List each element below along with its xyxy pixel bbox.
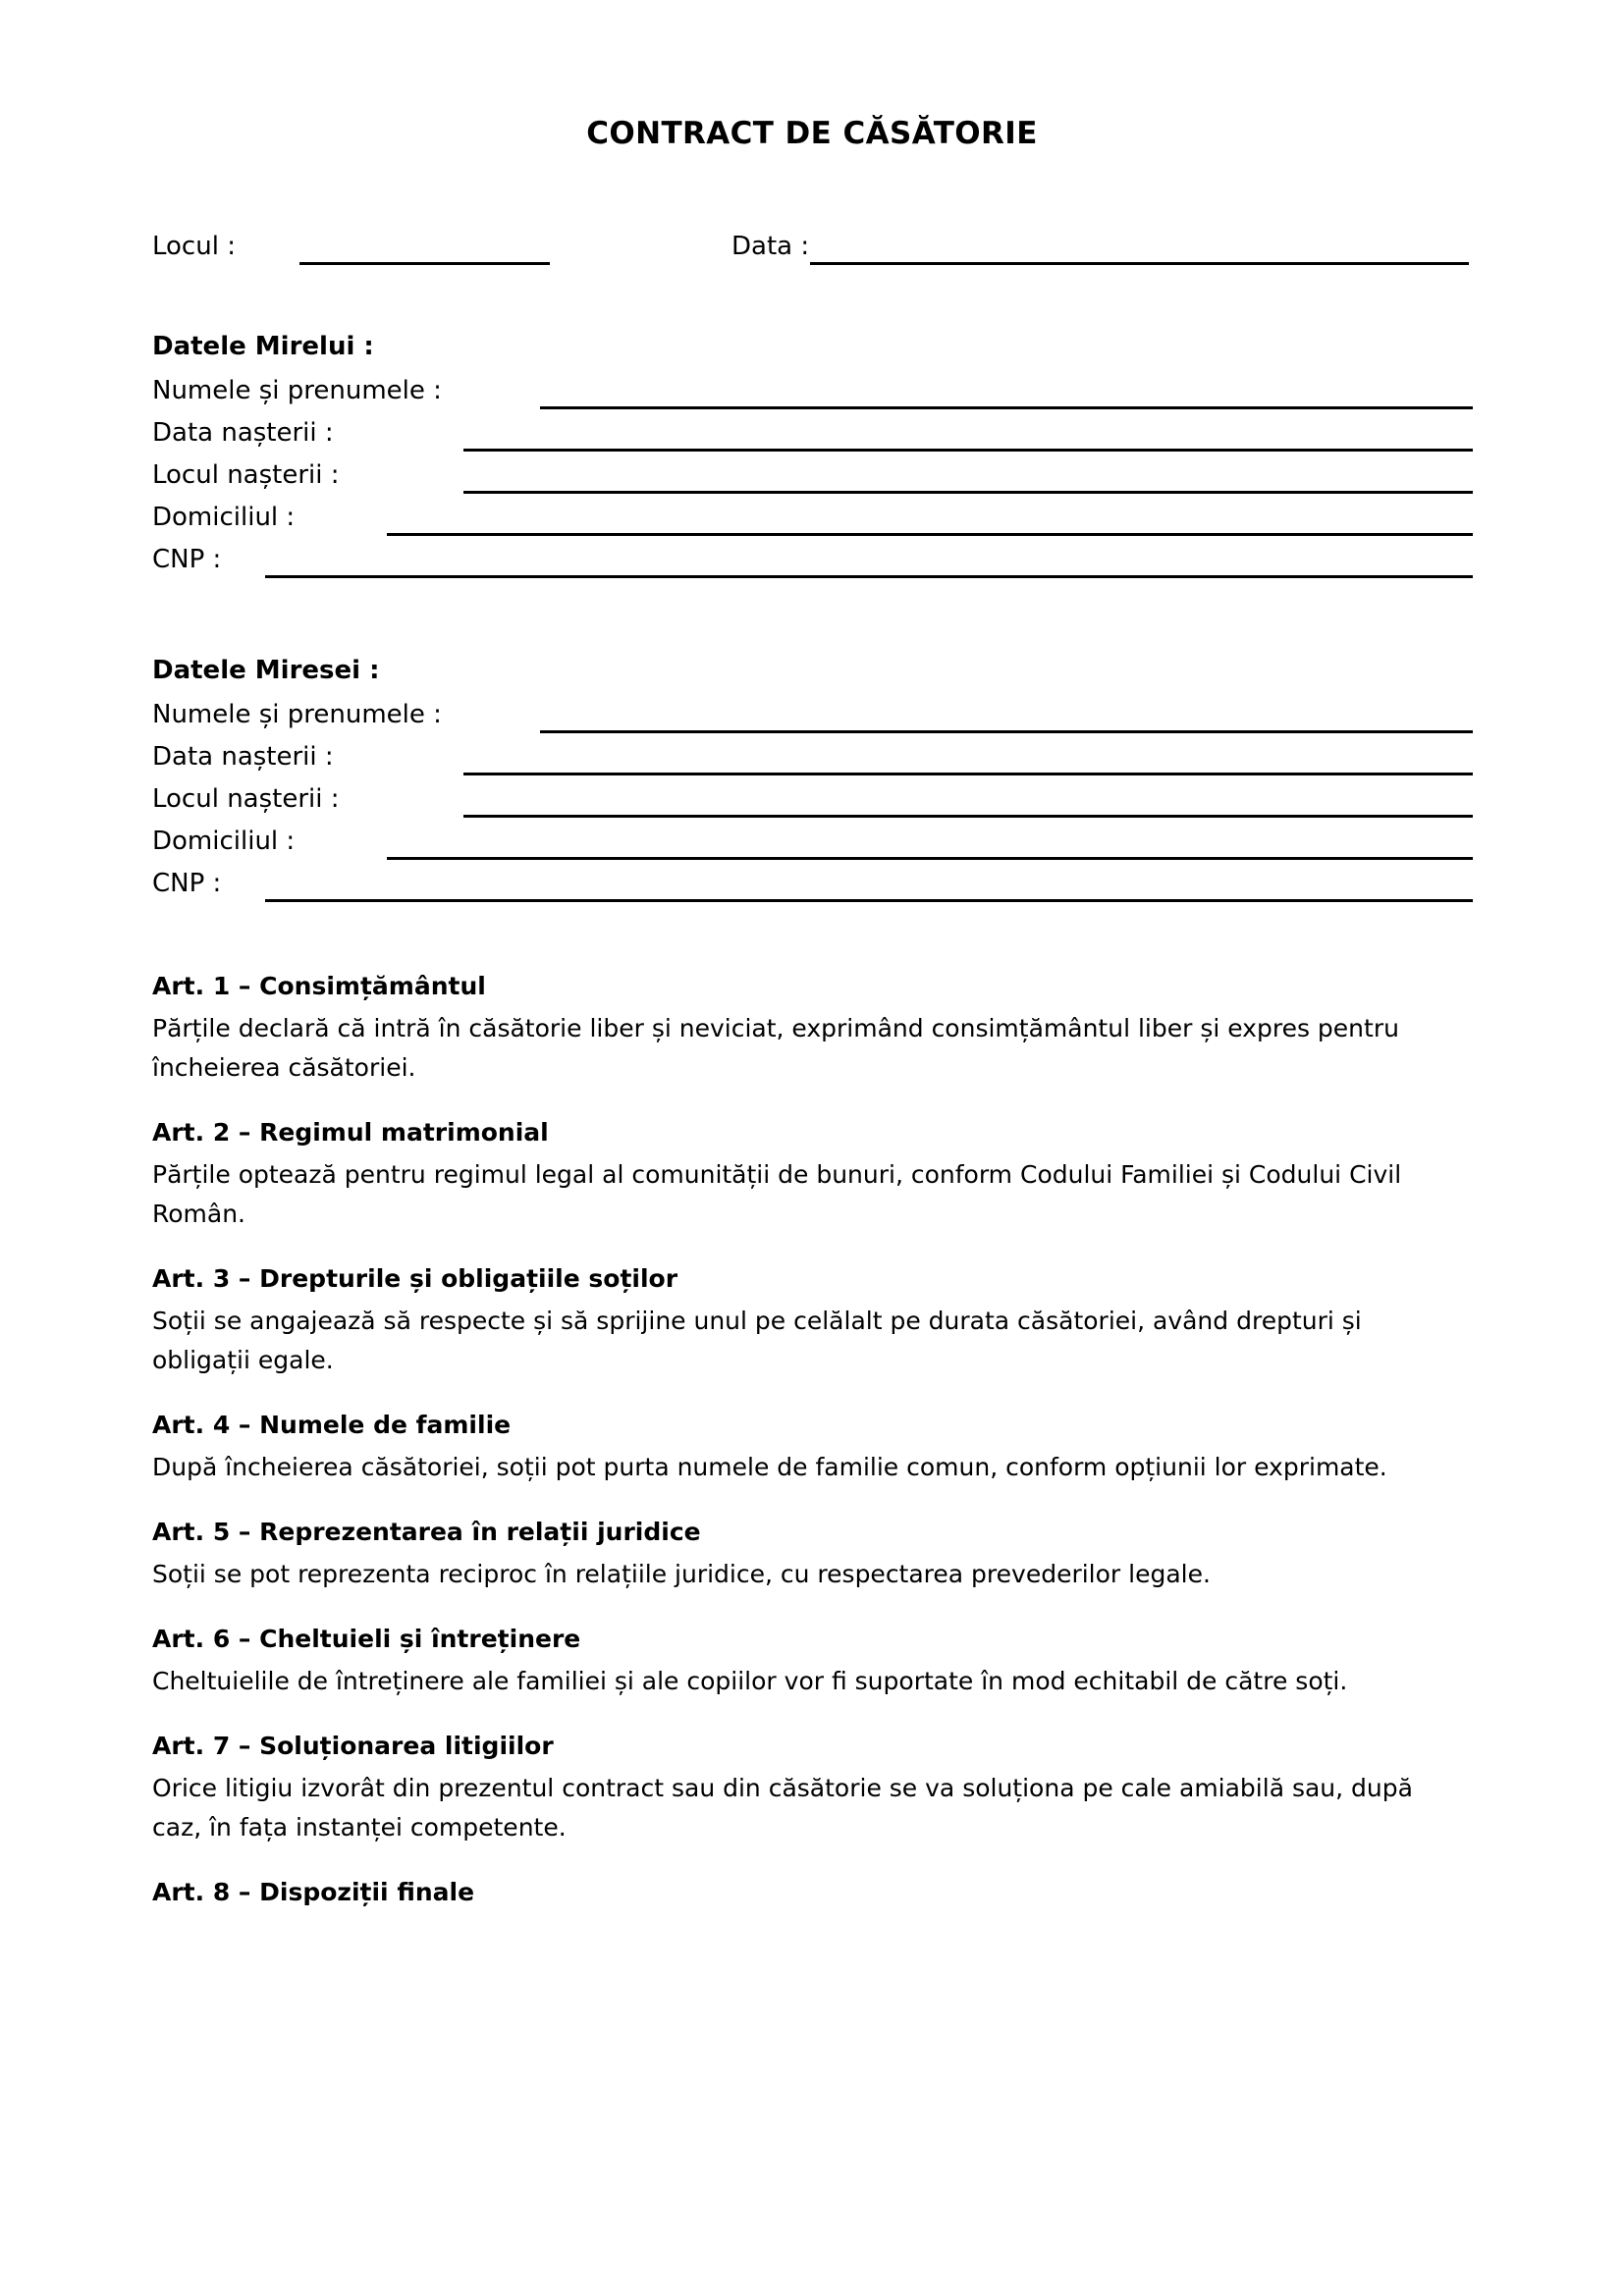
article-heading: Art. 3 – Drepturile și obligațiile soților xyxy=(152,1264,678,1293)
article-heading: Art. 4 – Numele de familie xyxy=(152,1411,512,1439)
article xyxy=(152,1409,1448,1487)
article-body: Cheltuielile de întreținere ale familiei și ale copiilor vor fi suportate în mod echitabil de către soți. xyxy=(152,1667,1348,1695)
bride-details-section xyxy=(152,654,1473,909)
groom-field-list xyxy=(152,374,1473,585)
form-field-label: Domiciliul : xyxy=(152,827,296,856)
article xyxy=(152,1262,1448,1380)
form-field-label: Numele și prenumele : xyxy=(152,376,442,405)
article-heading: Art. 6 – Cheltuieli și întreținere xyxy=(152,1625,581,1653)
article-heading: Art. 2 – Regimul matrimonial xyxy=(152,1118,549,1147)
article xyxy=(152,1730,1448,1847)
article xyxy=(152,1876,1448,1908)
header-fields-row xyxy=(152,230,1473,273)
article xyxy=(152,970,1448,1088)
form-field-row xyxy=(152,543,1473,585)
form-field-label: Locul nașterii : xyxy=(152,784,340,814)
article-heading: Art. 8 – Dispoziții finale xyxy=(152,1878,475,1906)
form-field-input-rule[interactable] xyxy=(265,899,1473,902)
form-field-row xyxy=(152,782,1473,825)
form-field-input-rule[interactable] xyxy=(387,533,1473,536)
date-field-input-rule[interactable] xyxy=(810,262,1469,265)
form-field-input-rule[interactable] xyxy=(540,730,1473,733)
place-field-input-rule[interactable] xyxy=(299,262,550,265)
form-field-label: Locul nașterii : xyxy=(152,460,340,490)
article-body: Părțile optează pentru regimul legal al comunității de bunuri, conform Codului Familiei și Codului Civil Român. xyxy=(152,1160,1402,1228)
form-field-input-rule[interactable] xyxy=(387,857,1473,860)
form-field-label: CNP : xyxy=(152,869,222,898)
articles-section xyxy=(152,970,1448,1915)
form-field-label: Domiciliul : xyxy=(152,503,296,532)
article xyxy=(152,1623,1448,1701)
article-heading: Art. 5 – Reprezentarea în relații juridice xyxy=(152,1518,701,1546)
article xyxy=(152,1516,1448,1594)
groom-details-section xyxy=(152,330,1473,585)
article-body: Soții se angajează să respecte și să sprijine unul pe celălalt pe durata căsătoriei, având drepturi și obligații egale. xyxy=(152,1307,1362,1374)
form-field-input-rule[interactable] xyxy=(463,773,1473,775)
form-field-row xyxy=(152,501,1473,543)
article-body: După încheierea căsătoriei, soții pot purta numele de familie comun, conform opțiunii lor exprimate. xyxy=(152,1453,1387,1481)
article-heading: Art. 7 – Soluționarea litigiilor xyxy=(152,1732,554,1760)
form-field-row xyxy=(152,416,1473,458)
form-field-input-rule[interactable] xyxy=(463,449,1473,452)
article-body: Orice litigiu izvorât din prezentul contract sau din căsătorie se va soluționa pe cale amiabilă sau, după caz, în fața instanței competente. xyxy=(152,1774,1413,1842)
form-field-row xyxy=(152,698,1473,740)
form-field-label: Numele și prenumele : xyxy=(152,700,442,729)
date-field-label: Data : xyxy=(731,232,810,261)
form-field-input-rule[interactable] xyxy=(265,575,1473,578)
article-body: Soții se pot reprezenta reciproc în relațiile juridice, cu respectarea prevederilor legale. xyxy=(152,1560,1211,1588)
article-heading: Art. 1 – Consimțământul xyxy=(152,972,486,1000)
form-field-row xyxy=(152,825,1473,867)
form-field-input-rule[interactable] xyxy=(463,815,1473,818)
form-field-label: CNP : xyxy=(152,545,222,574)
form-field-label: Data nașterii : xyxy=(152,418,334,448)
groom-section-title: Datele Mirelui : xyxy=(152,332,374,361)
bride-field-list xyxy=(152,698,1473,909)
form-field-input-rule[interactable] xyxy=(463,491,1473,494)
form-field-input-rule[interactable] xyxy=(540,406,1473,409)
page-title: CONTRACT DE CĂSĂTORIE xyxy=(586,116,1038,151)
bride-section-title: Datele Miresei : xyxy=(152,656,380,685)
form-field-row xyxy=(152,458,1473,501)
article xyxy=(152,1116,1448,1234)
place-field-label: Locul : xyxy=(152,232,236,261)
form-field-row xyxy=(152,374,1473,416)
form-field-label: Data nașterii : xyxy=(152,742,334,772)
form-field-row xyxy=(152,740,1473,782)
form-field-row xyxy=(152,867,1473,909)
article-body: Părțile declară că intră în căsătorie liber și neviciat, exprimând consimțământul liber și expres pentru încheierea căsătoriei. xyxy=(152,1014,1399,1082)
